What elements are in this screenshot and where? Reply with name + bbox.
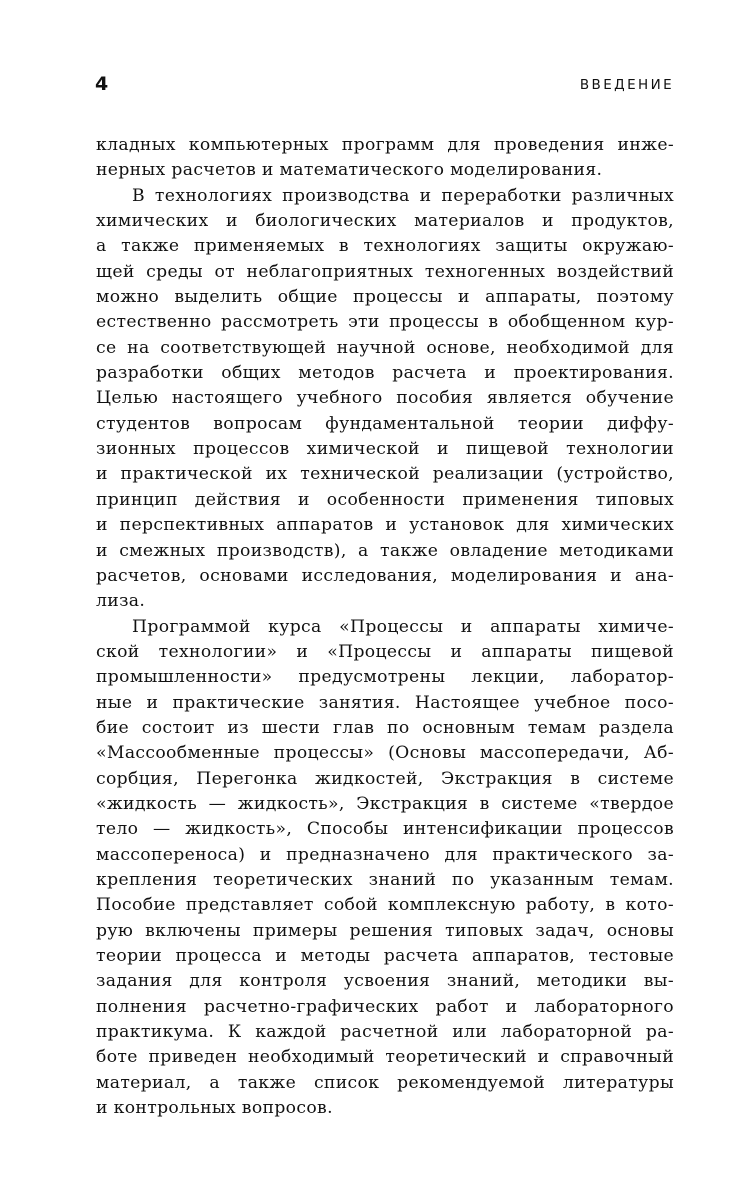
text-line: студентов вопросам фундаментальной теории диффу-: [96, 413, 674, 434]
text-line: ской технологии» и «Процессы и аппараты пищевой: [96, 641, 674, 662]
text-line: расчетов, основами исследования, моделирования и ана-: [96, 565, 674, 586]
text-line: а также применяемых в технологиях защиты окружаю-: [96, 236, 674, 257]
text-line: лиза.: [96, 591, 146, 612]
paragraph-1: [96, 133, 674, 184]
text-line: зионных процессов химической и пищевой технологии: [96, 439, 674, 460]
text-line: и перспективных аппаратов и установок для химических: [96, 515, 674, 536]
text-line: материал, а также список рекомендуемой литературы: [96, 1072, 674, 1093]
text-line: тело — жидкость», Способы интенсификации процессов: [96, 819, 674, 840]
paragraph-2: [96, 184, 674, 615]
text-line: В технологиях производства и переработки различных: [132, 185, 674, 206]
text-line: щей среды от неблагоприятных техногенных воздействий: [96, 261, 674, 282]
text-line: боте приведен необходимый теоретический и справочный: [96, 1047, 674, 1068]
body-text: [96, 133, 674, 1121]
text-line: сорбция, Перегонка жидкостей, Экстракция в системе: [96, 768, 674, 789]
running-head-title: ВВЕДЕНИЕ: [579, 77, 674, 93]
text-line: принцип действия и особенности применения типовых: [96, 489, 674, 510]
text-line: полнения расчетно-графических работ и лабораторного: [96, 996, 674, 1017]
text-line: задания для контроля усвоения знаний, методики вы-: [96, 971, 674, 992]
text-line: и смежных производств), а также овладение методиками: [96, 540, 674, 561]
text-line: рую включены примеры решения типовых задач, основы: [96, 920, 674, 941]
text-line: кладных компьютерных программ для проведения инже-: [96, 135, 674, 155]
text-line: массопереноса) и предназначено для практического за-: [96, 844, 674, 865]
text-line: «жидкость — жидкость», Экстракция в системе «твердое: [96, 793, 674, 814]
text-line: промышленности» предусмотрены лекции, лаборатор-: [96, 667, 674, 688]
text-line: и практической их технической реализации (устройство,: [96, 464, 674, 485]
text-line: ные и практические занятия. Настоящее учебное посо-: [96, 692, 674, 713]
text-line: Программой курса «Процессы и аппараты химиче-: [132, 616, 674, 637]
paragraph-3: [96, 615, 674, 1122]
text-line: Пособие представляет собой комплексную работу, в кото-: [96, 895, 674, 916]
text-line: «Массообменные процессы» (Основы массопередачи, Аб-: [96, 743, 674, 764]
page-number: 4: [95, 73, 109, 95]
text-line: Целью настоящего учебного пособия является обучение: [96, 388, 674, 409]
text-line: разработки общих методов расчета и проектирования.: [96, 363, 674, 384]
text-line: и контрольных вопросов.: [96, 1098, 333, 1119]
text-line: нерных расчетов и математического моделирования.: [96, 160, 603, 181]
text-line: практикума. К каждой расчетной или лабораторной ра-: [96, 1022, 674, 1043]
text-line: крепления теоретических знаний по указанным темам.: [96, 869, 674, 890]
text-line: се на соответствующей научной основе, необходимой для: [96, 337, 674, 358]
text-line: можно выделить общие процессы и аппараты, поэтому: [96, 287, 674, 308]
text-line: теории процесса и методы расчета аппаратов, тестовые: [96, 946, 674, 966]
text-line: естественно рассмотреть эти процессы в обобщенном кур-: [96, 312, 674, 333]
text-line: бие состоит из шести глав по основным темам раздела: [96, 717, 674, 738]
text-line: химических и биологических материалов и продуктов,: [96, 211, 674, 232]
